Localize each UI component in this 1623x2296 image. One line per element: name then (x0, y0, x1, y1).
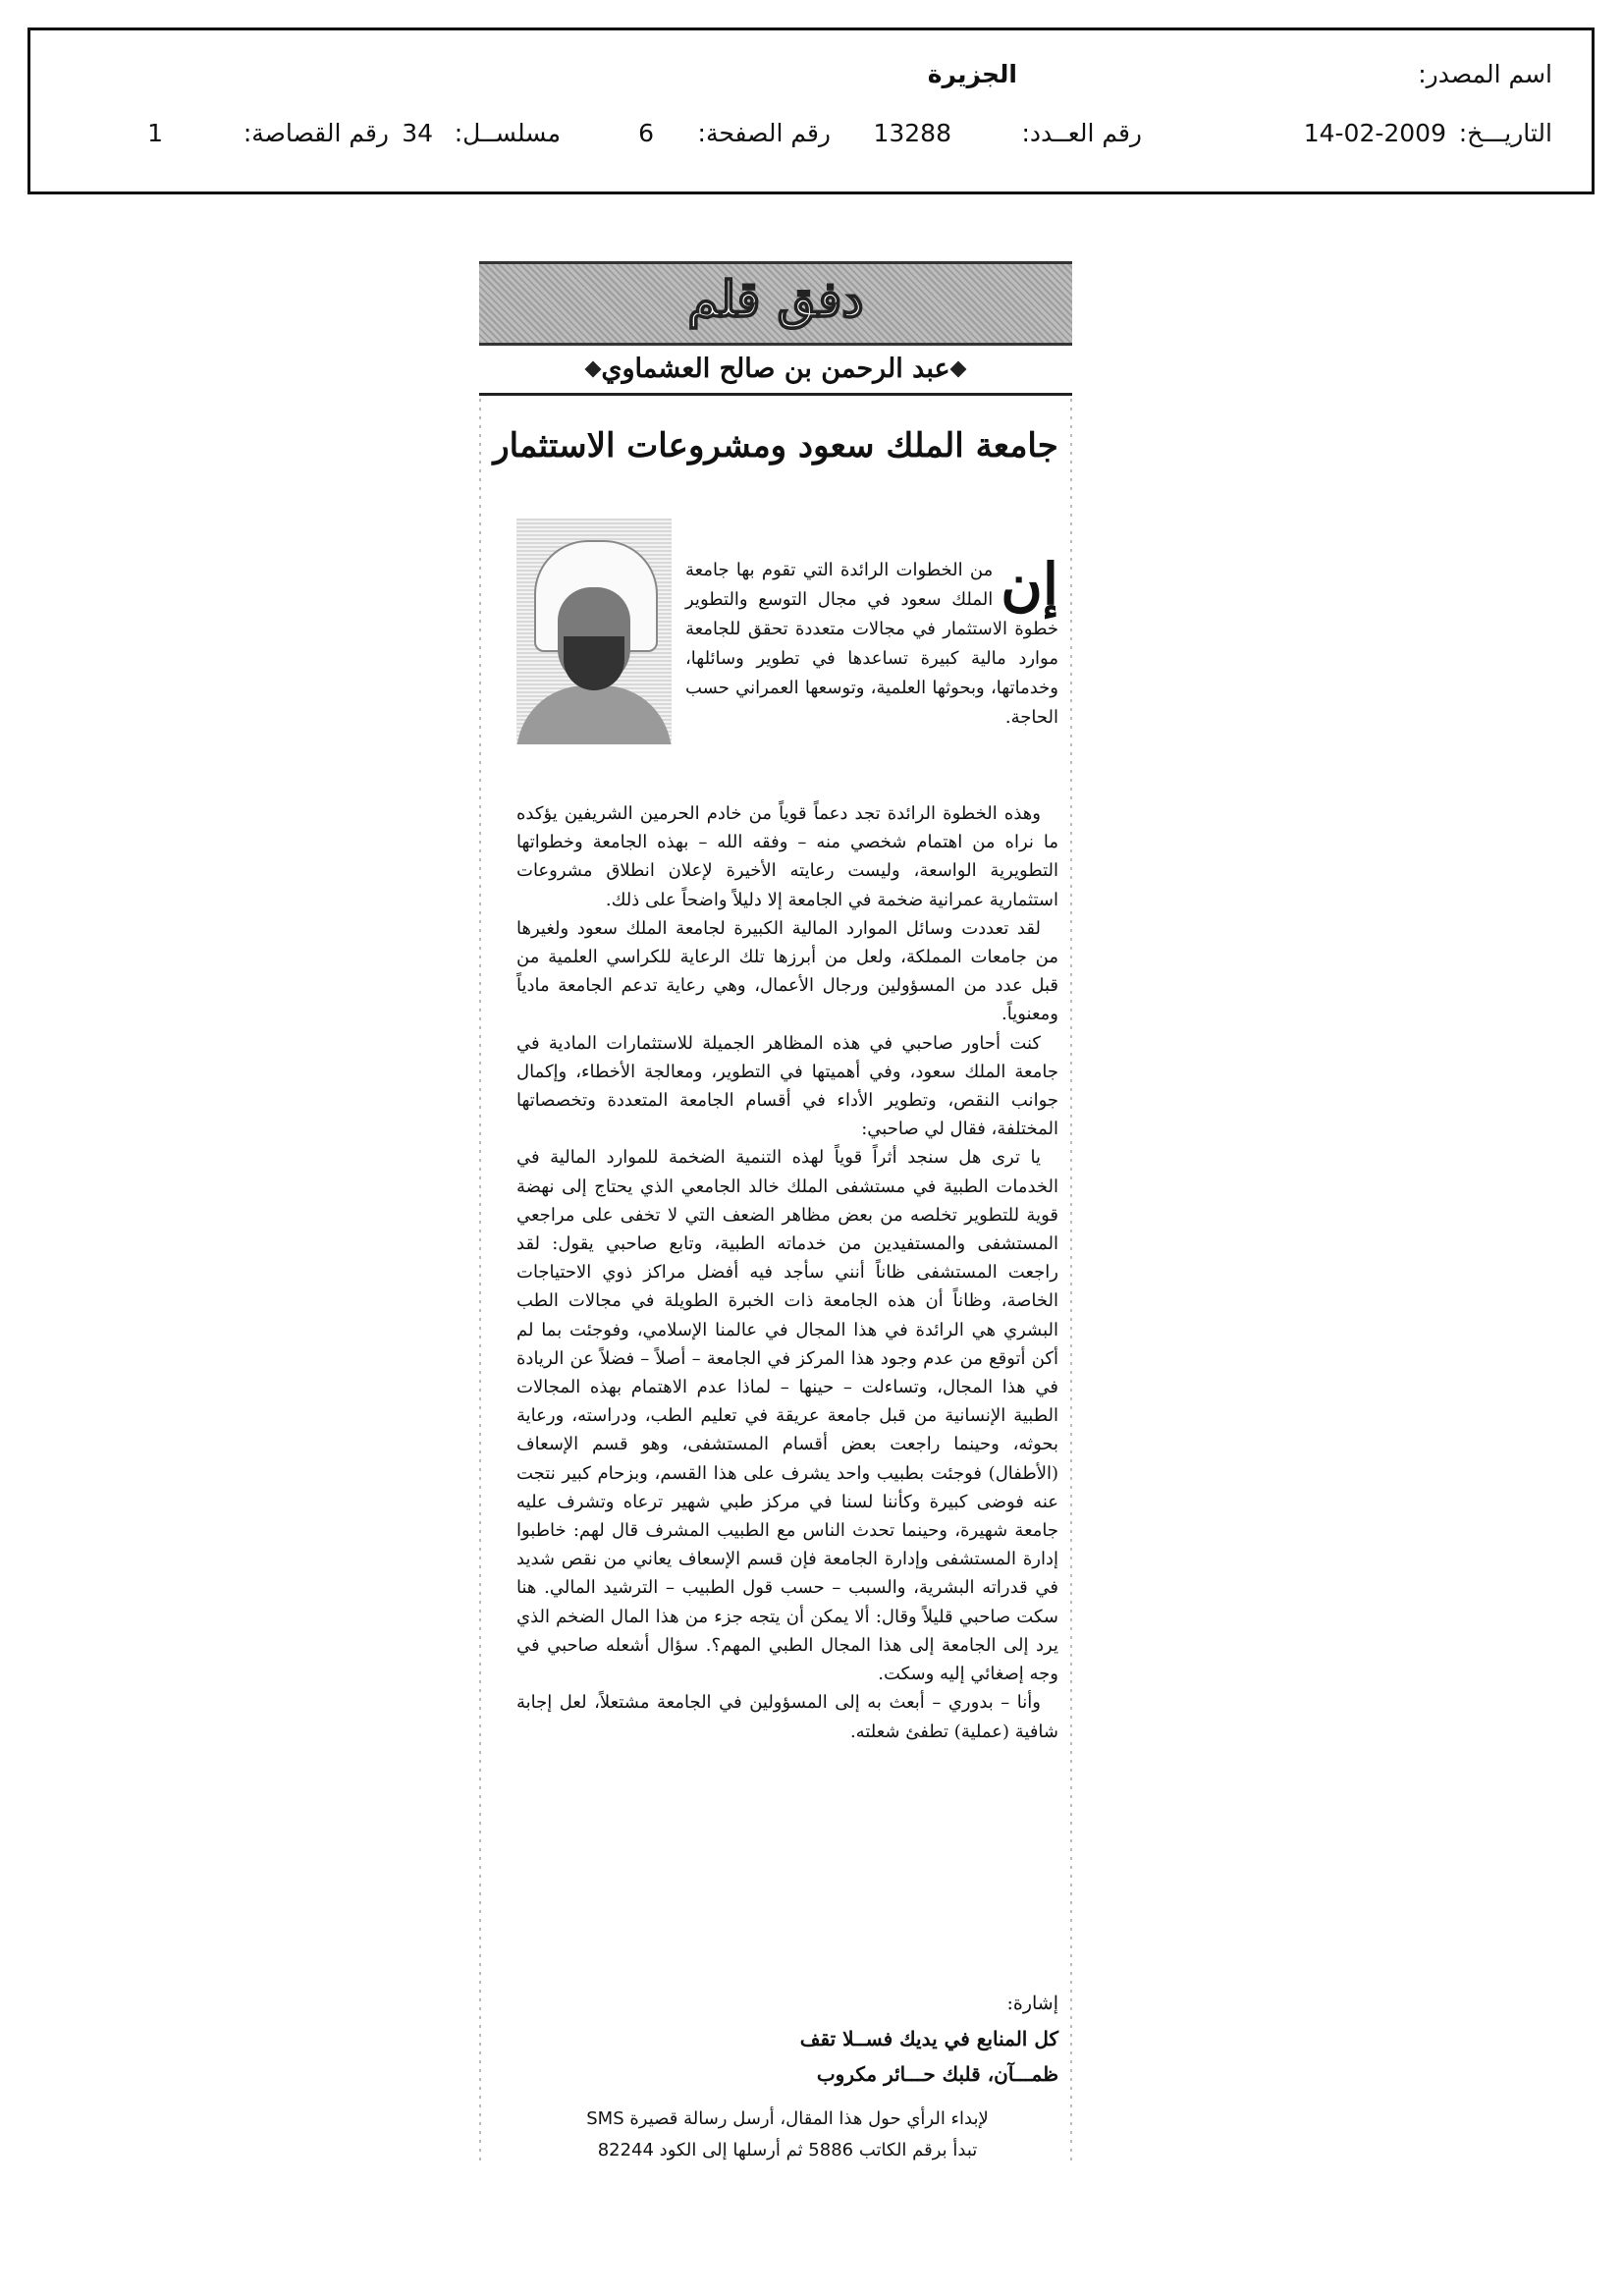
page-label: رقم الصفحة: (697, 119, 831, 147)
ishara-label: إشارة: (1006, 1993, 1058, 2014)
serial-label: مسلســل: (454, 119, 561, 147)
source-metadata-box (27, 27, 1595, 194)
column-title: دفق قلم (687, 270, 864, 328)
source-value: الجزيرة (927, 60, 1017, 88)
sms-note (516, 2104, 1058, 2166)
author-photo (516, 519, 672, 744)
meta-row-details (30, 119, 1592, 158)
drop-cap: إن (1001, 551, 1058, 618)
paragraph: لقد تعددت وسائل الموارد المالية الكبيرة لجامعة الملك سعود ولغيرها من جامعات المملكة، ولعل من أبرزها تلك الرعاية للكراسي العلمية من قبل عدد من المسؤولين ورجال الأعمال، وهي رعاية تدعم الجامعة مادياً ومعنوياً. (516, 917, 1058, 1025)
sms-line-1: لإبداء الرأي حول هذا المقال، أرسل رسالة قصيرة SMS (586, 2108, 989, 2129)
date-value: 14-02-2009 (1303, 119, 1446, 147)
source-label: اسم المصدر: (1418, 60, 1552, 88)
poem-line-1: كل المنابع في يديك فســلا تقف (799, 2027, 1058, 2050)
dotted-border-right (1070, 399, 1072, 2166)
issue-label: رقم العــدد: (1021, 119, 1142, 147)
page-value: 6 (638, 119, 654, 147)
clip-label: رقم القصاصة: (243, 119, 389, 147)
paragraph: كنت أحاور صاحبي في هذه المظاهر الجميلة للاستثمارات المادية في جامعة الملك سعود، وفي أهميتها في التطوير، ومعالجة الأخطاء، وإكمال جوانب النقص، وتطوير الأداء في أقسام الجامعة المتعددة وتخصصاتها المختلفة، فقال لي صاحبي: (516, 1032, 1058, 1140)
article-body (516, 799, 1058, 1746)
poem-line-2: ظمـــآن، قلبك حـــائر مكروب (816, 2062, 1058, 2086)
sms-line-2: تبدأ برقم الكاتب 5886 ثم أرسلها إلى الكود 82244 (597, 2140, 978, 2160)
ishara-section (516, 1986, 1058, 2092)
dotted-border-left (479, 399, 481, 2166)
author-name: عبد الرحمن بن صالح العشماوي (601, 354, 950, 384)
paragraph: وهذه الخطوة الرائدة تجد دعماً قوياً من خادم الحرمين الشريفين يؤكده ما نراه من اهتمام شخصي منه – وفقه الله – بهذه الجامعة وخطواتها التطويرية الواسعة، وليست رعايته الأخيرة لإعلان انطلاق مشروعات استثمارية عمرانية ضخمة في الجامعة إلا دليلاً واضحاً على ذلك. (516, 803, 1058, 910)
clip-value: 1 (147, 119, 163, 147)
article-lead (685, 551, 1058, 733)
paragraph: وأنا – بدوري – أبعث به إلى المسؤولين في الجامعة مشتعلاً، لعل إجابة شافية (عملية) تطفئ شعلته. (516, 1692, 1058, 1742)
article-headline: جامعة الملك سعود ومشروعات الاستثمار (493, 426, 1058, 465)
issue-value: 13288 (873, 119, 951, 147)
author-byline (479, 350, 1072, 396)
lead-text: من الخطوات الرائدة التي تقوم بها جامعة الملك سعود في مجال التوسع والتطوير خطوة الاستثمار في مجالات متعددة تحقق للجامعة موارد مالية كبيرة تساعدها في تطوير وسائلها، وخدماتها، وبحوثها العلمية، وتوسعها العمراني حسب الحاجة. (685, 560, 1058, 728)
serial-value: 34 (402, 119, 433, 147)
meta-row-source (30, 60, 1592, 99)
date-label: التاريـــخ: (1458, 119, 1552, 147)
column-banner (479, 261, 1072, 346)
paragraph: يا ترى هل سنجد أثراً قوياً لهذه التنمية الضخمة للموارد المالية في الخدمات الطبية في مستشفى الملك خالد الجامعي الذي يحتاج إلى نهضة قوية للتطوير تخلصه من بعض مظاهر الضعف التي لا تخفى على مراجعي المستشفى والمستفيدين من خدماته الطبية، وتابع صاحبي يقول: لقد راجعت المستشفى ظاناً أنني سأجد فيه أفضل مراكز ذوي الاحتياجات الخاصة، وظاناً أن هذه الجامعة ذات الخبرة الطويلة في مجالات الطب البشري هي الرائدة في هذا المجال في عالمنا الإسلامي، وفوجئت بما لم أكن أتوقع من عدم وجود هذا المركز في الجامعة – أصلاً – فضلاً عن الريادة في هذا المجال، وتساءلت – حينها – لماذا عدم الاهتمام بهذه المجالات الطبية الإنسانية من قبل جامعة عريقة في تعليم الطب، ودراسته، ورعاية بحوثه، وحينما راجعت بعض أقسام المستشفى، وهو قسم الإسعاف (الأطفال) فوجئت بطبيب واحد يشرف على هذا القسم، وبزحام كبير نتجت عنه فوضى كبيرة وكأننا لسنا في مركز طبي شهير ترعاه وتشرف عليه جامعة شهيرة، وحينما تحدث الناس مع الطبيب المشرف قال لهم: خاطبوا إدارة المستشفى وإدارة الجامعة فإن قسم الإسعاف يعاني من نقص شديد في قدراته البشرية، والسبب – حسب قول الطبيب – الترشيد المالي. هنا سكت صاحبي قليلاً وقال: ألا يمكن أن يتجه جزء من هذا المال الضخم الذي يرد إلى الجامعة إلى هذا المجال الطبي المهم؟. سؤال أشعله صاحبي في وجه إصغائي إليه وسكت. (516, 1147, 1058, 1685)
newspaper-clipping (479, 261, 1072, 2215)
